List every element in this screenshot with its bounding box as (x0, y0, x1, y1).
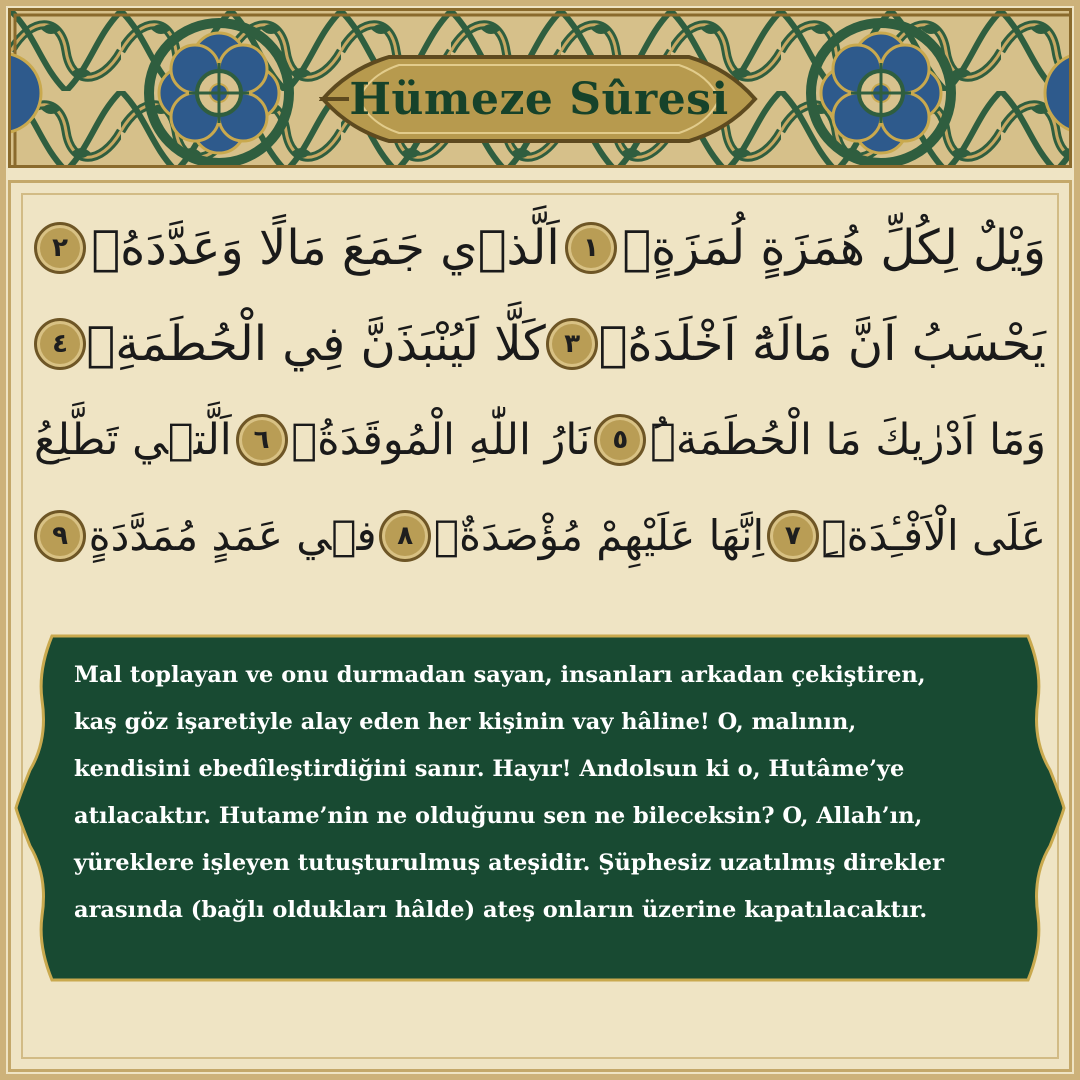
ayah-number-marker: ٥ (594, 414, 646, 466)
ayah-number-marker: ٢ (34, 222, 86, 274)
translation-line: kendisini ebedîleştirdiğini sanır. Hayır! Andolsun ki o, Hutâme’ye (74, 756, 905, 782)
ayah-number-marker: ٧ (767, 510, 819, 562)
ayah-number-marker: ٤ (34, 318, 86, 370)
arabic-line (34, 200, 1046, 296)
translation-line: arasında (bağlı oldukları hâlde) ateş onların üzerine kapatılacaktır. (74, 897, 928, 923)
rosette-right (811, 23, 951, 163)
translation-line: kaş göz işaretiyle alay eden her kişinin vay hâline! O, malının, (74, 709, 857, 735)
header-ornament-band (8, 8, 1072, 168)
verse-text: اَلَّت۪ي تَطَّلِعُ (34, 415, 232, 465)
ayah-number-marker: ١ (565, 222, 617, 274)
arabic-line (34, 488, 1046, 584)
arabic-line (34, 296, 1046, 392)
title-plate (319, 49, 759, 149)
translation-line: atılacaktır. Hutame’nin ne olduğunu sen ne bileceksin? O, Allah’ın, (74, 803, 923, 829)
arabic-verses (34, 200, 1046, 584)
page-title: Hümeze Sûresi (349, 73, 729, 125)
verse-text: كَلَّا لَيُنْبَذَنَّ فِي الْحُطَمَةِۘ (86, 316, 546, 372)
translation-line: Mal toplayan ve onu durmadan sayan, insanları arkadan çekiştiren, (74, 662, 926, 688)
ayah-number-marker: ٩ (34, 510, 86, 562)
verse-text: اَلَّذ۪ي جَمَعَ مَالًا وَعَدَّدَهُۙ (91, 220, 560, 276)
ayah-number-marker: ٦ (236, 414, 288, 466)
verse-text: وَيْلٌ لِكُلِّ هُمَزَةٍ لُمَزَةٍۙ (622, 220, 1046, 276)
translation-line: yüreklere işleyen tutuşturulmuş ateşidir. Şüphesiz uzatılmış direkler (74, 850, 944, 876)
verse-text: يَحْسَبُ اَنَّ مَالَهُٓ اَخْلَدَهُۚ (598, 316, 1046, 372)
verse-text: ف۪ي عَمَدٍ مُمَدَّدَةٍ (88, 511, 377, 560)
translation-text (74, 652, 1014, 934)
ayah-number-marker: ٣ (546, 318, 598, 370)
verse-text: نَارُ اللّٰهِ الْمُوقَدَةُۙ (291, 415, 591, 465)
verse-text: عَلَى الْاَفْـِٔدَةِۜ (821, 511, 1046, 560)
arabic-line (34, 392, 1046, 488)
verse-text: اِنَّهَا عَلَيْهِمْ مُؤْصَدَةٌۙ (433, 511, 765, 560)
translation-box (12, 630, 1068, 986)
rosette-left (149, 23, 289, 163)
ayah-number-marker: ٨ (379, 510, 431, 562)
verse-text: وَمَٓا اَدْرٰيكَ مَا الْحُطَمَةُۜ (650, 415, 1046, 465)
